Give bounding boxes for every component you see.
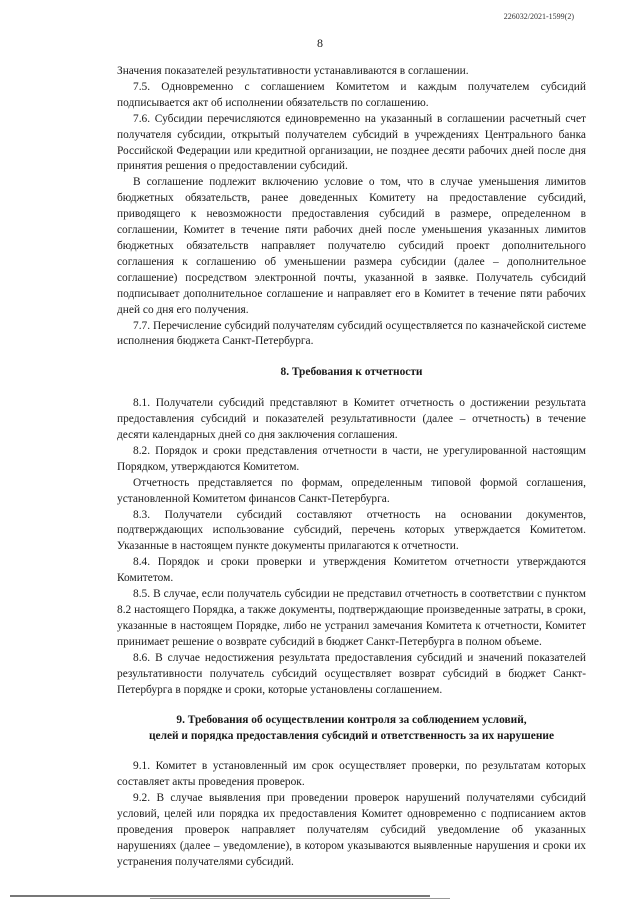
paragraph-agreement-condition: В соглашение подлежит включению условие о том, что в случае уменьшения лимитов бюджетных обязательств, ранее доведенных Комитету на предоставление субсидий, приводящего к невозможности предоставления субсидий в размере, определенном в соглашении, Комитет в течение пяти рабочих дней после уменьшения указанных лимитов бюджетных обязательств направляет получателю субсидий проект дополнительного соглашения к соглашению об уменьшении размера субсидии (далее – дополнительное соглашение) посредством электронной почты, указанной в заявке. Получатель субсидий подписывает дополнительное соглашение и направляет его в Комитет в течение пяти рабочих дней со дня его получения. — [117, 176, 586, 316]
section-9-heading-line2: целей и порядка предоставления субсидий и ответственность за их нарушение — [148, 730, 555, 743]
paragraph-reporting-forms: Отчетность представляется по формам, определенным типовой формой соглашения, установленной Комитетом финансов Санкт-Петербурга. — [117, 476, 586, 505]
paragraph-8-2: 8.2. Порядок и сроки представления отчетности в части, не урегулированной настоящим Порядком, утверждаются Комитетом. — [117, 444, 586, 473]
paragraph-8-1: 8.1. Получатели субсидий представляют в Комитет отчетность о достижении результата предоставления субсидий и показателей результативности (далее – отчетность) в течение десяти календарных дней со дня заключения соглашения. — [117, 397, 586, 442]
document-body — [117, 64, 586, 871]
document-number: 226032/2021-1599(2) — [503, 12, 574, 21]
paragraph-9-1: 9.1. Комитет в установленный им срок осуществляет проверки, по результатам которых составляет акты проведения проверок. — [117, 760, 586, 789]
paragraph-8-5: 8.5. В случае, если получатель субсидии не представил отчетность в соответствии с пунктом 8.2 настоящего Порядка, а также документы, подтверждающие произведенные затраты, в сроки, указанные в настоящем Порядке, либо не устранил замечания Комитета к отчетности, Комитет принимает решение о возврате субсидий в бюджет Санкт-Петербурга в полном объеме. — [117, 588, 586, 648]
page-number: 8 — [317, 36, 323, 50]
paragraph-8-6: 8.6. В случае недостижения результата предоставления субсидий и значений показателей результативности получатель субсидий осуществляет возврат субсидий в бюджет Санкт-Петербурга в порядке и сроки, которые установлены соглашением. — [117, 651, 586, 696]
scan-artifact-line — [10, 895, 430, 897]
paragraph-7-7: 7.7. Перечисление субсидий получателям субсидий осуществляется по казначейской системе исполнения бюджета Санкт-Петербурга. — [117, 319, 586, 348]
scan-artifact-line — [150, 898, 450, 899]
section-9-heading-line1: 9. Требования об осуществлении контроля за соблюдением условий, — [176, 714, 527, 727]
paragraph-7-6: 7.6. Субсидии перечисляются единовременно на указанный в соглашении расчетный счет получателя субсидии, открытый получателем субсидий в учреждениях Центрального банка Российской Федерации или кредитной организации, не позднее десяти рабочих дней после дня принятия решения о предоставлении субсидий. — [117, 112, 586, 173]
paragraph-7-5: 7.5. Одновременно с соглашением Комитетом и каждым получателем субсидий подписывается акт об исполнении обязательств по соглашению. — [117, 80, 586, 109]
section-8-heading: 8. Требования к отчетности — [280, 366, 423, 379]
paragraph: Значения показателей результативности устанавливаются в соглашении. — [117, 65, 469, 77]
paragraph-9-2: 9.2. В случае выявления при проведении проверок нарушений получателями субсидий условий, целей или порядка их предоставления Комитет одновременно с подписанием актов проведения проверок направляет получателям субсидий уведомление об указанных нарушениях (далее – уведомление), в котором указываются выявленные нарушения и сроки их устранения получателями субсидий. — [117, 792, 586, 868]
paragraph-8-3: 8.3. Получатели субсидий составляют отчетность на основании документов, подтверждающих использование субсидий, перечень которых утверждается Комитетом. Указанные в настоящем пункте документы прилагаются к отчетности. — [117, 508, 586, 553]
paragraph-8-4: 8.4. Порядок и сроки проверки и утверждения Комитетом отчетности утверждаются Комитетом. — [117, 556, 586, 585]
